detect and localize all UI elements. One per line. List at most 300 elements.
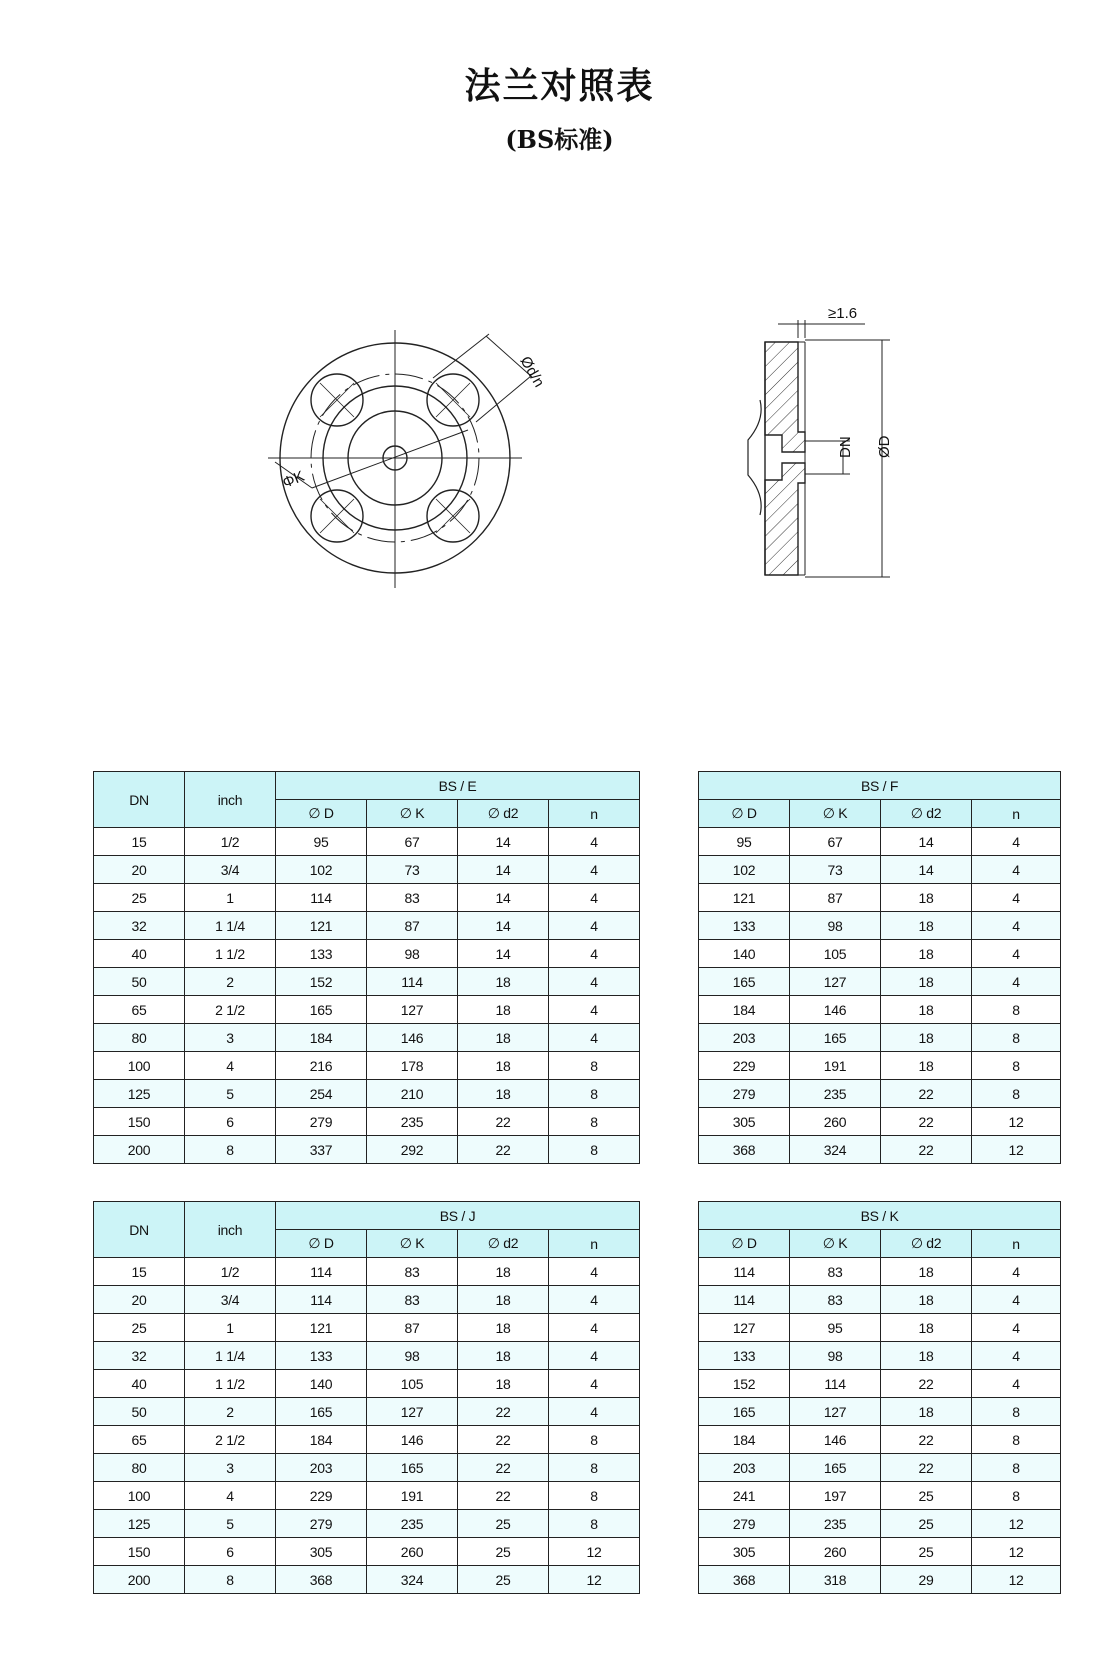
table-cell: 121 (699, 884, 790, 912)
table-cell: 216 (276, 1052, 367, 1080)
table-cell: 22 (458, 1108, 549, 1136)
table-cell: 6 (185, 1108, 276, 1136)
table-cell: 235 (367, 1510, 458, 1538)
table-cell: 4 (972, 912, 1061, 940)
table-cell: 15 (94, 828, 185, 856)
header-dn: DN (94, 772, 185, 828)
table-cell: 4 (549, 1398, 640, 1426)
table-cell: 67 (367, 828, 458, 856)
table-cell: 98 (367, 940, 458, 968)
table-row (94, 1454, 1061, 1482)
header-group-left: BS / J (276, 1202, 640, 1230)
table-cell: 292 (367, 1136, 458, 1164)
table-cell: 146 (790, 996, 881, 1024)
table-cell: 8 (549, 1080, 640, 1108)
table-cell: 22 (458, 1136, 549, 1164)
table-row (94, 1286, 1061, 1314)
table-gap (640, 1136, 699, 1164)
table-row (94, 1024, 1061, 1052)
table-cell: 235 (367, 1108, 458, 1136)
table-cell: 8 (185, 1136, 276, 1164)
table-cell: 203 (699, 1454, 790, 1482)
table-cell: 8 (549, 1052, 640, 1080)
table-cell: 165 (699, 1398, 790, 1426)
table-cell: 140 (699, 940, 790, 968)
table-cell: 1 1/4 (185, 1342, 276, 1370)
header-inch: inch (185, 772, 276, 828)
table-gap (640, 996, 699, 1024)
table-cell: 12 (972, 1510, 1061, 1538)
table-cell: 8 (185, 1566, 276, 1594)
header-n: n (972, 1230, 1061, 1258)
table-cell: 18 (881, 1342, 972, 1370)
table-cell: 40 (94, 1370, 185, 1398)
table-cell: 150 (94, 1538, 185, 1566)
table-cell: 4 (972, 856, 1061, 884)
table-cell: 8 (549, 1454, 640, 1482)
table-cell: 152 (699, 1370, 790, 1398)
table-cell: 4 (549, 912, 640, 940)
header-k: ∅ K (790, 1230, 881, 1258)
table-cell: 25 (458, 1510, 549, 1538)
table-cell: 65 (94, 1426, 185, 1454)
table-cell: 83 (367, 1286, 458, 1314)
table-cell: 18 (881, 884, 972, 912)
table-cell: 2 1/2 (185, 996, 276, 1024)
table-cell: 8 (972, 1024, 1061, 1052)
header-d: ∅ D (699, 1230, 790, 1258)
table-cell: 114 (790, 1370, 881, 1398)
table-body (94, 828, 1061, 1164)
table-cell: 32 (94, 1342, 185, 1370)
table-cell: 25 (881, 1510, 972, 1538)
table-row (94, 1482, 1061, 1510)
table-cell: 18 (881, 912, 972, 940)
table-cell: 146 (367, 1426, 458, 1454)
header-dn: DN (94, 1202, 185, 1258)
table-cell: 165 (276, 1398, 367, 1426)
header-d2: ∅ d2 (458, 800, 549, 828)
table-cell: 25 (881, 1538, 972, 1566)
table-gap (640, 1538, 699, 1566)
table-cell: 6 (185, 1538, 276, 1566)
flange-drawing (0, 0, 1119, 700)
table-cell: 18 (881, 1258, 972, 1286)
table-cell: 12 (549, 1538, 640, 1566)
table-row (94, 1370, 1061, 1398)
table-cell: 150 (94, 1108, 185, 1136)
table-cell: 22 (458, 1398, 549, 1426)
table-cell: 14 (458, 828, 549, 856)
table-cell: 29 (881, 1566, 972, 1594)
table-gap (640, 1566, 699, 1594)
table-cell: 114 (276, 884, 367, 912)
table-cell: 18 (458, 968, 549, 996)
table-cell: 3 (185, 1454, 276, 1482)
table-cell: 50 (94, 1398, 185, 1426)
table-cell: 5 (185, 1510, 276, 1538)
table-cell: 18 (458, 1258, 549, 1286)
table-cell: 25 (881, 1482, 972, 1510)
table-cell: 83 (367, 884, 458, 912)
table-gap (640, 1370, 699, 1398)
table-cell: 14 (458, 856, 549, 884)
table-cell: 32 (94, 912, 185, 940)
table-row (94, 1136, 1061, 1164)
table-cell: 368 (699, 1566, 790, 1594)
table-cell: 203 (276, 1454, 367, 1482)
table-cell: 4 (972, 1314, 1061, 1342)
table-row (94, 1426, 1061, 1454)
table-cell: 165 (367, 1454, 458, 1482)
table-row (94, 996, 1061, 1024)
table-cell: 5 (185, 1080, 276, 1108)
table-cell: 191 (790, 1052, 881, 1080)
table-cell: 8 (972, 1482, 1061, 1510)
table-cell: 18 (458, 996, 549, 1024)
table-cell: 197 (790, 1482, 881, 1510)
table-cell: 3 (185, 1024, 276, 1052)
table-cell: 18 (458, 1314, 549, 1342)
table-cell: 337 (276, 1136, 367, 1164)
table-cell: 4 (549, 884, 640, 912)
table-cell: 87 (367, 912, 458, 940)
table-cell: 279 (276, 1108, 367, 1136)
table-cell: 8 (972, 996, 1061, 1024)
table-cell: 95 (699, 828, 790, 856)
table-bs-j-k (93, 1201, 1061, 1594)
table-cell: 127 (367, 996, 458, 1024)
table-cell: 18 (458, 1342, 549, 1370)
table-cell: 165 (790, 1024, 881, 1052)
table-cell: 4 (185, 1052, 276, 1080)
table-cell: 87 (790, 884, 881, 912)
table-cell: 4 (972, 940, 1061, 968)
table-cell: 80 (94, 1454, 185, 1482)
header-d2: ∅ d2 (881, 1230, 972, 1258)
table-cell: 121 (276, 1314, 367, 1342)
table-row (94, 1258, 1061, 1286)
table-cell: 125 (94, 1510, 185, 1538)
table-cell: 1/2 (185, 828, 276, 856)
table-cell: 254 (276, 1080, 367, 1108)
table-cell: 4 (972, 1258, 1061, 1286)
table-cell: 14 (881, 856, 972, 884)
table-cell: 22 (881, 1454, 972, 1482)
header-d2: ∅ d2 (458, 1230, 549, 1258)
table-cell: 125 (94, 1080, 185, 1108)
table-cell: 1/2 (185, 1258, 276, 1286)
table-cell: 18 (881, 1314, 972, 1342)
table-cell: 98 (790, 912, 881, 940)
table-gap (640, 1426, 699, 1454)
table-cell: 18 (881, 996, 972, 1024)
table-gap (640, 1052, 699, 1080)
table-row (94, 1342, 1061, 1370)
table-cell: 4 (185, 1482, 276, 1510)
table-cell: 4 (549, 828, 640, 856)
table-cell: 25 (94, 1314, 185, 1342)
table-cell: 8 (549, 1482, 640, 1510)
table-cell: 14 (458, 912, 549, 940)
table-gap (640, 1510, 699, 1538)
table-cell: 80 (94, 1024, 185, 1052)
table-cell: 8 (549, 1426, 640, 1454)
table-cell: 210 (367, 1080, 458, 1108)
table-cell: 305 (699, 1108, 790, 1136)
table-row (94, 1080, 1061, 1108)
table-row (94, 1052, 1061, 1080)
table-cell: 200 (94, 1566, 185, 1594)
table-cell: 4 (549, 1370, 640, 1398)
table-cell: 235 (790, 1510, 881, 1538)
table-cell: 4 (549, 1258, 640, 1286)
table-cell: 4 (549, 1342, 640, 1370)
table-cell: 102 (699, 856, 790, 884)
table-gap (640, 1258, 699, 1286)
table-cell: 100 (94, 1482, 185, 1510)
table-cell: 18 (881, 1052, 972, 1080)
table-cell: 4 (972, 1370, 1061, 1398)
table-cell: 4 (549, 940, 640, 968)
table-cell: 184 (699, 1426, 790, 1454)
table-cell: 241 (699, 1482, 790, 1510)
table-cell: 12 (549, 1566, 640, 1594)
table-cell: 2 (185, 1398, 276, 1426)
table-cell: 22 (881, 1370, 972, 1398)
table-cell: 4 (972, 1342, 1061, 1370)
table-gap (640, 1314, 699, 1342)
table-cell: 25 (94, 884, 185, 912)
table-cell: 95 (276, 828, 367, 856)
label-od: ØD (876, 435, 893, 458)
table-cell: 368 (699, 1136, 790, 1164)
label-k: ΦK (280, 467, 307, 492)
table-cell: 146 (790, 1426, 881, 1454)
table-cell: 18 (458, 1024, 549, 1052)
table-cell: 133 (699, 1342, 790, 1370)
table-cell: 98 (790, 1342, 881, 1370)
table-cell: 65 (94, 996, 185, 1024)
table-cell: 50 (94, 968, 185, 996)
table-cell: 229 (276, 1482, 367, 1510)
table-cell: 178 (367, 1052, 458, 1080)
table-cell: 127 (699, 1314, 790, 1342)
table-cell: 127 (790, 1398, 881, 1426)
header-n: n (549, 800, 640, 828)
table-cell: 4 (549, 968, 640, 996)
table-cell: 102 (276, 856, 367, 884)
table-cell: 305 (276, 1538, 367, 1566)
table-cell: 8 (972, 1080, 1061, 1108)
table-cell: 83 (790, 1286, 881, 1314)
table-gap (640, 1080, 699, 1108)
table-cell: 98 (367, 1342, 458, 1370)
table-cell: 279 (699, 1510, 790, 1538)
table-cell: 22 (881, 1080, 972, 1108)
table-cell: 1 1/4 (185, 912, 276, 940)
table-gap (640, 1482, 699, 1510)
table-cell: 22 (458, 1454, 549, 1482)
table-cell: 22 (458, 1426, 549, 1454)
table-cell: 127 (367, 1398, 458, 1426)
header-group-right: BS / K (699, 1202, 1061, 1230)
table-cell: 324 (367, 1566, 458, 1594)
table-cell: 121 (276, 912, 367, 940)
header-d: ∅ D (699, 800, 790, 828)
table-cell: 8 (549, 1108, 640, 1136)
table-row (94, 940, 1061, 968)
table-row (94, 884, 1061, 912)
table-cell: 8 (549, 1136, 640, 1164)
table-gap (640, 856, 699, 884)
page-subtitle: (BS标准) (505, 125, 614, 154)
table-row (94, 1314, 1061, 1342)
table-cell: 14 (458, 884, 549, 912)
table-cell: 18 (881, 940, 972, 968)
table-cell: 67 (790, 828, 881, 856)
table-cell: 22 (881, 1426, 972, 1454)
table-cell: 8 (972, 1454, 1061, 1482)
table-cell: 260 (790, 1538, 881, 1566)
table-cell: 18 (458, 1080, 549, 1108)
table-gap (640, 940, 699, 968)
label-face: ≥1.6 (828, 305, 858, 322)
table-cell: 114 (367, 968, 458, 996)
table-gap (640, 1454, 699, 1482)
table-cell: 83 (790, 1258, 881, 1286)
table-gap (640, 1108, 699, 1136)
table-cell: 12 (972, 1566, 1061, 1594)
table-gap (640, 1202, 699, 1258)
table-row (94, 1108, 1061, 1136)
table-cell: 140 (276, 1370, 367, 1398)
table-cell: 18 (458, 1286, 549, 1314)
table-cell: 4 (972, 968, 1061, 996)
table-cell: 22 (458, 1482, 549, 1510)
table-cell: 105 (790, 940, 881, 968)
table-cell: 260 (790, 1108, 881, 1136)
table-cell: 235 (790, 1080, 881, 1108)
table-cell: 20 (94, 1286, 185, 1314)
table-cell: 87 (367, 1314, 458, 1342)
label-holes: Ød/n (516, 353, 548, 391)
header-group-right: BS / F (699, 772, 1061, 800)
table-cell: 133 (699, 912, 790, 940)
table-cell: 40 (94, 940, 185, 968)
table-gap (640, 884, 699, 912)
table-cell: 324 (790, 1136, 881, 1164)
table-cell: 4 (549, 1024, 640, 1052)
table-cell: 114 (699, 1286, 790, 1314)
table-cell: 14 (881, 828, 972, 856)
table-cell: 3/4 (185, 856, 276, 884)
table-row (94, 1398, 1061, 1426)
table-cell: 105 (367, 1370, 458, 1398)
header-inch: inch (185, 1202, 276, 1258)
table-cell: 4 (549, 856, 640, 884)
table-cell: 8 (972, 1426, 1061, 1454)
table-cell: 8 (549, 1510, 640, 1538)
table-gap (640, 968, 699, 996)
table-cell: 12 (972, 1136, 1061, 1164)
table-cell: 83 (367, 1258, 458, 1286)
table-cell: 318 (790, 1566, 881, 1594)
page-title: 法兰对照表 (464, 65, 655, 107)
table-cell: 12 (972, 1108, 1061, 1136)
table-row (94, 828, 1061, 856)
table-cell: 4 (972, 828, 1061, 856)
table-cell: 18 (881, 1398, 972, 1426)
table-cell: 146 (367, 1024, 458, 1052)
table-cell: 22 (881, 1136, 972, 1164)
table-cell: 12 (972, 1538, 1061, 1566)
table-cell: 200 (94, 1136, 185, 1164)
table-cell: 20 (94, 856, 185, 884)
table-cell: 1 1/2 (185, 1370, 276, 1398)
table-cell: 184 (699, 996, 790, 1024)
table-cell: 3/4 (185, 1286, 276, 1314)
table-cell: 260 (367, 1538, 458, 1566)
table-cell: 73 (790, 856, 881, 884)
table-cell: 127 (790, 968, 881, 996)
table-cell: 18 (881, 968, 972, 996)
table-cell: 184 (276, 1024, 367, 1052)
table-cell: 15 (94, 1258, 185, 1286)
header-k: ∅ K (790, 800, 881, 828)
table-bs-e-f (93, 771, 1061, 1164)
table-cell: 165 (699, 968, 790, 996)
table-cell: 1 (185, 884, 276, 912)
header-n: n (972, 800, 1061, 828)
table-gap (640, 1286, 699, 1314)
table-cell: 4 (972, 1286, 1061, 1314)
table-gap (640, 1024, 699, 1052)
header-d: ∅ D (276, 1230, 367, 1258)
table-cell: 191 (367, 1482, 458, 1510)
header-k: ∅ K (367, 800, 458, 828)
table-cell: 229 (699, 1052, 790, 1080)
table-cell: 18 (881, 1024, 972, 1052)
table-cell: 100 (94, 1052, 185, 1080)
table-body (94, 1258, 1061, 1594)
table-row (94, 1566, 1061, 1594)
table-cell: 4 (549, 996, 640, 1024)
table-gap (640, 912, 699, 940)
table-cell: 114 (699, 1258, 790, 1286)
label-dn: DN (837, 436, 854, 458)
section-view (748, 342, 805, 575)
table-cell: 133 (276, 940, 367, 968)
table-cell: 4 (549, 1286, 640, 1314)
header-k: ∅ K (367, 1230, 458, 1258)
table-row (94, 968, 1061, 996)
table-cell: 1 (185, 1314, 276, 1342)
table-gap (640, 828, 699, 856)
table-cell: 152 (276, 968, 367, 996)
table-cell: 25 (458, 1566, 549, 1594)
table-cell: 368 (276, 1566, 367, 1594)
table-cell: 133 (276, 1342, 367, 1370)
table-cell: 279 (699, 1080, 790, 1108)
table-cell: 4 (972, 884, 1061, 912)
table-gap (640, 772, 699, 828)
header-group-left: BS / E (276, 772, 640, 800)
table-cell: 2 (185, 968, 276, 996)
table-cell: 18 (458, 1370, 549, 1398)
table-cell: 184 (276, 1426, 367, 1454)
table-row (94, 1510, 1061, 1538)
